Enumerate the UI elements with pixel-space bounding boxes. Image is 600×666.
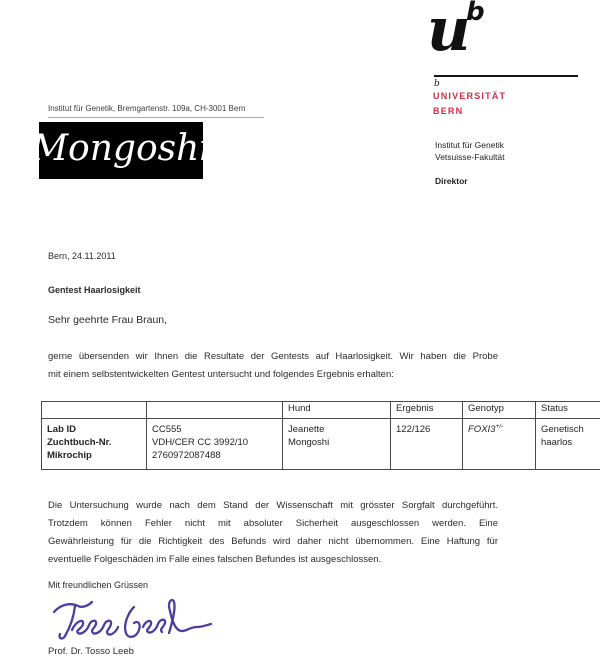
institute-name: Institut für Genetik [435, 140, 504, 150]
disclaimer-line-1: Die Untersuchung wurde nach dem Stand der Wissenschaft mit grösster Sorgfalt durchgeführt. [48, 500, 498, 511]
value-mikrochip: 2760972087488 [152, 450, 221, 461]
header-status: Status [536, 402, 600, 419]
subject-line: Gentest Haarlosigkeit [48, 285, 141, 295]
header-ergebnis: Ergebnis [391, 402, 463, 419]
dateline: Bern, 24.11.2011 [48, 251, 116, 261]
intro-line-2: mit einem selbstentwickelten Gentest untersucht und folgendes Ergebnis erhalten: [48, 369, 394, 380]
dog-kennel-name: Mongoshi [288, 437, 330, 448]
university-wordmark-line1: UNIVERSITÄT [433, 91, 507, 101]
university-wordmark-line2: BERN [433, 106, 464, 116]
unibe-logo-b-superscript: b [466, 0, 485, 27]
header-empty-2 [147, 402, 283, 419]
cell-ids [147, 419, 283, 470]
cell-genotyp [463, 419, 536, 470]
cell-status [536, 419, 600, 470]
gene-symbol: FOXI3 [468, 424, 496, 435]
sender-address-underline [48, 117, 264, 118]
cell-ergebnis: 122/126 [391, 419, 463, 470]
unibe-logo-u: u [427, 0, 471, 65]
unibe-logo-small-b: b [434, 79, 440, 89]
gene-test-result-table [41, 401, 600, 470]
handwritten-signature [48, 596, 216, 648]
signer-name: Prof. Dr. Tosso Leeb [48, 646, 134, 657]
header-hund: Hund [283, 402, 391, 419]
dog-first-name: Jeanette [288, 424, 325, 435]
faculty-name: Vetsuisse-Fakultät [435, 152, 505, 162]
status-line-2: haarlos [541, 437, 573, 448]
label-lab-id: Lab ID [47, 424, 77, 435]
label-zuchtbuch-nr: Zuchtbuch-Nr. [47, 437, 112, 448]
disclaimer-line-4: eventuelle Folgeschäden im Falle eines falschen Befundes ist ausgeschlossen. [48, 554, 382, 565]
table-data-row [42, 419, 600, 470]
disclaimer-paragraph [48, 497, 498, 569]
closing-phrase: Mit freundlichen Grüssen [48, 580, 149, 590]
sender-address-line: Institut für Genetik, Bremgartenstr. 109a, CH-3001 Bern [48, 104, 246, 113]
disclaimer-line-2: Trotzdem können Fehler nicht mit absoluter Sicherheit ausgeschlossen werden. Eine [48, 518, 498, 529]
cell-hund [283, 419, 391, 470]
allele-superscript: +/- [495, 422, 504, 430]
status-line-1: Genetisch [541, 424, 584, 435]
label-mikrochip: Mikrochip [47, 450, 92, 461]
logo-divider-rule [434, 75, 578, 77]
header-empty-1 [42, 402, 147, 419]
intro-line-1: gerne übersenden wir Ihnen die Resultate der Gentests auf Haarlosigkeit. Wir haben die Probe [48, 351, 498, 362]
value-lab-id: CC555 [152, 424, 182, 435]
cell-labels [42, 419, 147, 470]
value-zuchtbuch-nr: VDH/CER CC 3992/10 [152, 437, 249, 448]
kennel-name-box [31, 122, 211, 179]
kennel-name: Mongoshi [31, 127, 211, 169]
intro-paragraph [48, 348, 498, 384]
sender-role: Direktor [435, 176, 468, 186]
disclaimer-line-3: Gewährleistung für die Richtigkeit des Befunds wird daher nicht übernommen. Eine Haftung für [48, 536, 498, 547]
header-genotyp: Genotyp [463, 402, 536, 419]
table-header-row [42, 402, 600, 419]
salutation: Sehr geehrte Frau Braun, [48, 314, 168, 326]
